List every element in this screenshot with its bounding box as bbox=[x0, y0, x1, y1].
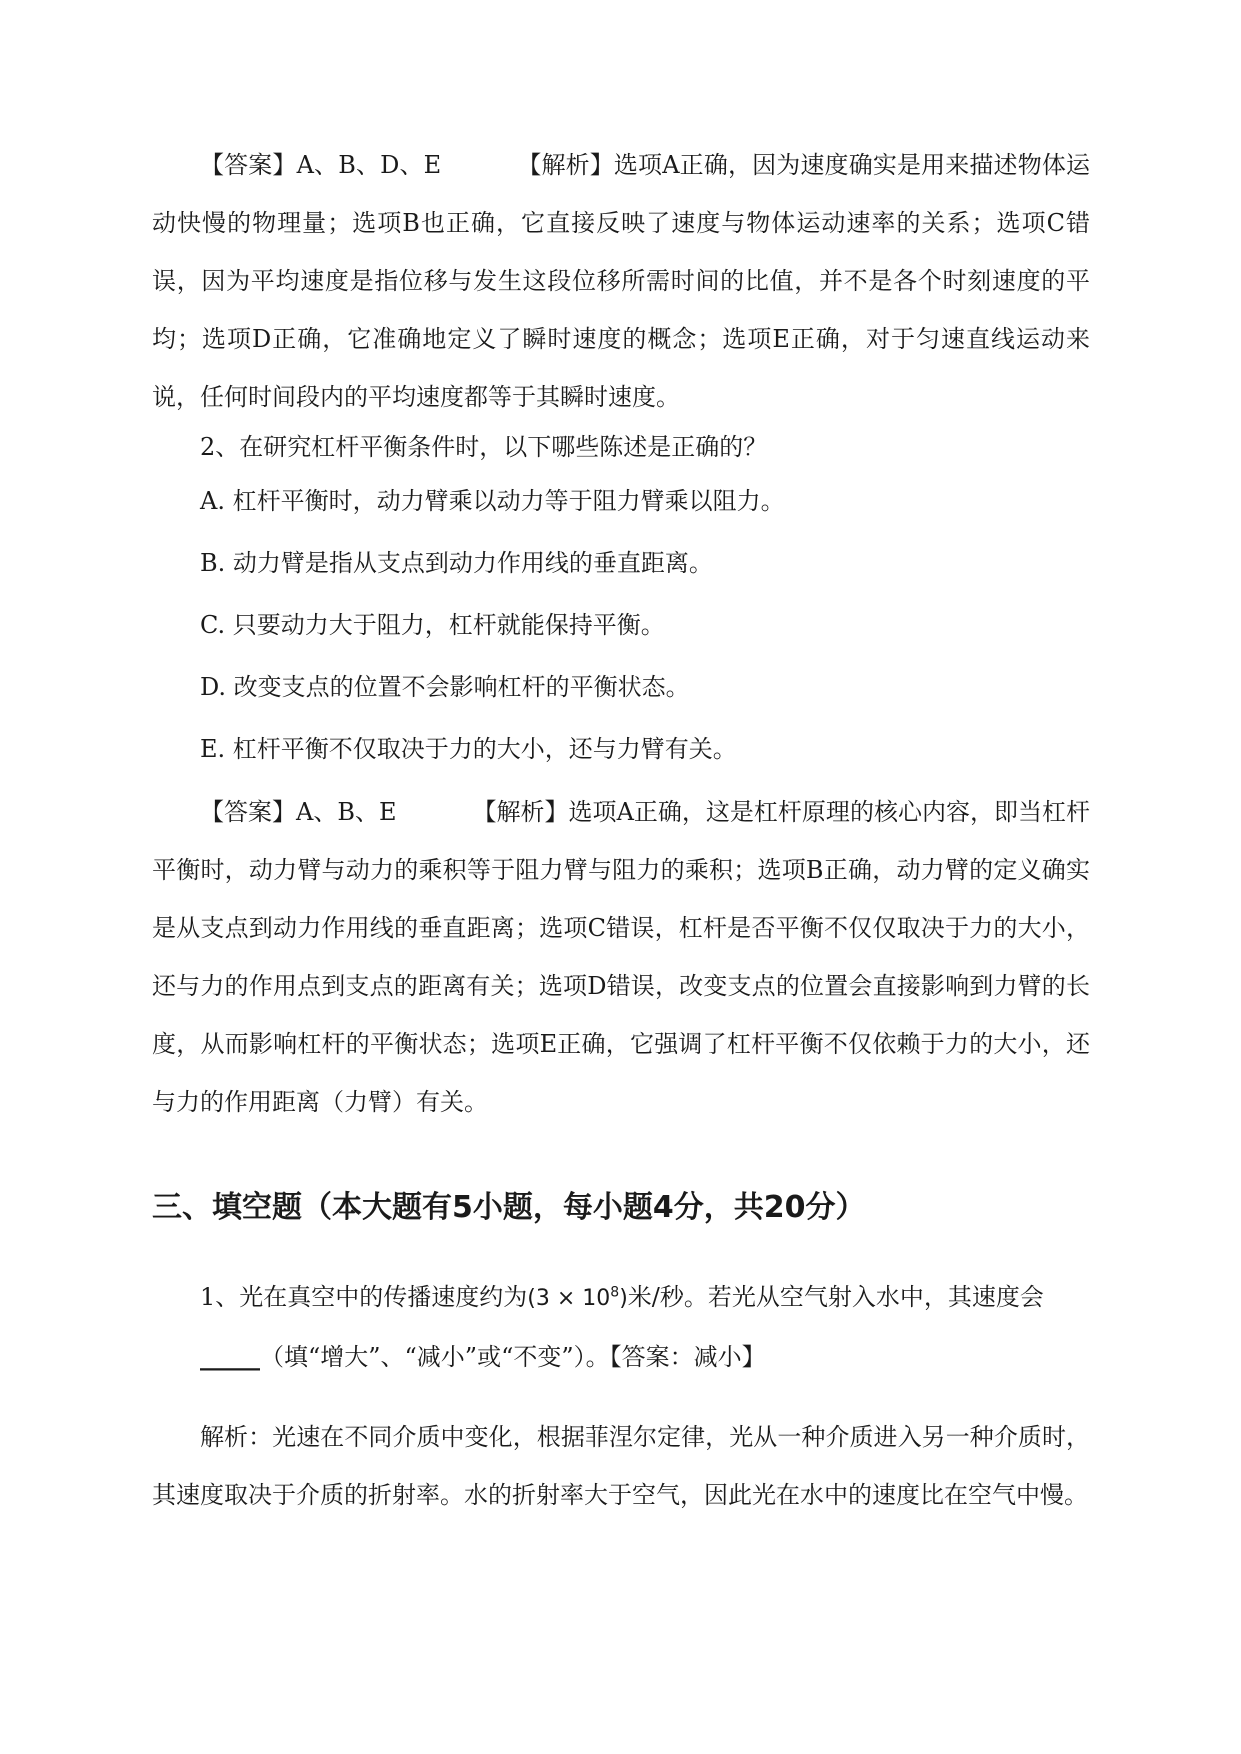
formula-close: ) bbox=[619, 1286, 628, 1311]
analysis-text-1: 【解析】选项A正确，因为速度确实是用来描述物体运动快慢的物理量；选项B也正确，它直接反映了速度与物体运动速率的关系；选项C错误，因为平均速度是指位移与发生这段位移所需时间的比值，并不是各个时刻速度的平均；选项D正确，它准确地定义了瞬时速度的概念；选项E正确，对于匀速直线运动来说，任何时间段内的平均速度都等于其瞬时速度。 bbox=[152, 151, 1090, 411]
option-a: A. 杠杆平衡时，动力臂乘以动力等于阻力臂乘以阻力。 bbox=[200, 487, 785, 515]
question-2-options bbox=[152, 470, 1090, 780]
explanation-text: 解析：光速在不同介质中变化，根据菲涅尔定律，光从一种介质进入另一种介质时，其速度取决于介质的折射率。水的折射率大于空气，因此光在水中的速度比在空气中慢。 bbox=[152, 1423, 1090, 1509]
q1-prefix: 1、光在真空中的传播速度约为 bbox=[200, 1283, 528, 1311]
section-3-heading-wrap bbox=[152, 1188, 1090, 1228]
speed-of-light-formula bbox=[527, 1286, 628, 1311]
answer-blank[interactable]: _____ bbox=[200, 1342, 260, 1371]
answer-label-2: 【答案】A、B、E bbox=[200, 798, 397, 826]
formula-exponent: 8 bbox=[610, 1284, 620, 1301]
answer-label-1: 【答案】A、B、D、E bbox=[200, 151, 442, 179]
fill-question-1-explanation bbox=[152, 1408, 1090, 1524]
fill-question-1 bbox=[152, 1268, 1090, 1386]
analysis-text-2: 【解析】选项A正确，这是杠杆原理的核心内容，即当杠杆平衡时，动力臂与动力的乘积等于阻力臂与阻力的乘积；选项B正确，动力臂的定义确实是从支点到动力作用线的垂直距离；选项C错误，杠杆是否平衡不仅仅取决于力的大小，还与力的作用点到支点的距离有关；选项D错误，改变支点的位置会直接影响到力臂的长度，从而影响杠杆的平衡状态；选项E正确，它强调了杠杆平衡不仅依赖于力的大小，还与力的作用距离（力臂）有关。 bbox=[152, 798, 1090, 1116]
analysis-paragraph-2 bbox=[152, 783, 1090, 1131]
option-e: E. 杠杆平衡不仅取决于力的大小，还与力臂有关。 bbox=[200, 735, 737, 763]
formula-base: (3 × 10 bbox=[527, 1286, 611, 1311]
analysis-paragraph-1 bbox=[152, 136, 1090, 426]
block1-analysis bbox=[152, 136, 1090, 426]
question-2-stem: 2、在研究杠杆平衡条件时，以下哪些陈述是正确的？ bbox=[200, 433, 768, 461]
question-2-analysis bbox=[152, 783, 1090, 1131]
question-2 bbox=[152, 418, 1090, 476]
section-heading: 三、填空题（本大题有5小题，每小题4分，共20分） bbox=[152, 1190, 866, 1225]
q1-tail: （填“增大”、“减小”或“不变”）。【答案：减小】 bbox=[260, 1343, 766, 1371]
q1-suffix: 米/秒。若光从空气射入水中，其速度会 bbox=[627, 1283, 1044, 1311]
option-b: B. 动力臂是指从支点到动力作用线的垂直距离。 bbox=[200, 549, 713, 577]
option-c: C. 只要动力大于阻力，杠杆就能保持平衡。 bbox=[200, 611, 665, 639]
fill-question-1-text bbox=[152, 1268, 1090, 1386]
option-d: D. 改变支点的位置不会影响杠杆的平衡状态。 bbox=[200, 673, 690, 701]
